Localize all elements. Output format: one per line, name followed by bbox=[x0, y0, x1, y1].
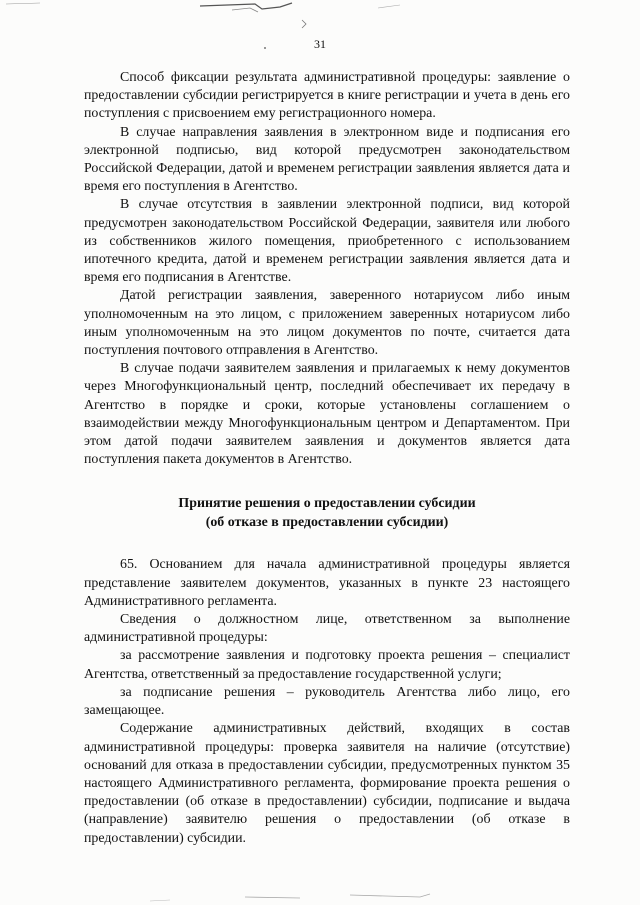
paragraph: за подписание решения – руководитель Агентства либо лицо, его замещающее. bbox=[84, 684, 570, 719]
paragraph: Способ фиксации результата административной процедуры: заявление о предоставлении субсидии регистрируется в книге регистрации и учета в день его поступления с присвоением ему регистрационного номера. bbox=[84, 70, 570, 122]
paragraph: за рассмотрение заявления и подготовку проекта решения – специалист Агентства, ответственный за предоставление государственной услуги; bbox=[84, 648, 570, 682]
document-body bbox=[84, 69, 570, 848]
paragraph: В случае подачи заявителем заявления и прилагаемых к нему документов через Многофункциональный центр, последний обеспечивает их передачу в Агентство в порядке и сроки, которые установлены соглашением о взаимодействии между Многофункциональным центром и Департаментом. При этом датой подачи заявителем заявления и документов является дата поступления пакета документов в Агентство. bbox=[84, 361, 570, 468]
paragraph: В случае направления заявления в электронном виде и подписания его электронной подписью, вид которой предусмотрен законодательством Российской Федерации, датой и временем регистрации заявления является дата и время его поступления в Агентство. bbox=[84, 124, 570, 195]
scan-noise-bottom bbox=[0, 885, 640, 905]
section-heading-line: (об отказе в предоставлении субсидии) bbox=[205, 514, 449, 530]
paragraph: Содержание административных действий, входящих в состав административной процедуры: проверка заявителя на наличие (отсутствие) оснований для отказа в предоставлении субсидии, предусмотренных пунктом 35 настоящего Административного регламента, формирование проекта решения о предоставлении (об отказе в предоставлении) субсидии, подписание и выдача (направление) заявителю решения о предоставлении (об отказе в предоставлении) субсидии. bbox=[84, 721, 570, 846]
paragraph: Датой регистрации заявления, заверенного нотариусом либо иным уполномоченным на это лицом, с приложением заверенных нотариусом либо иным уполномоченным на это лицом документов по почте, считается дата поступления почтового отправления в Агентство. bbox=[84, 288, 570, 359]
section-heading-line: Принятие решения о предоставлении субсидии bbox=[178, 496, 476, 512]
paragraph: В случае отсутствия в заявлении электронной подписи, вид которой предусмотрен законодательством Российской Федерации, заявителя или любого из собственников жилого помещения, приобретенного с использованием ипотечного кредита, датой и временем регистрации заявления является дата и время его подписания в Агентстве. bbox=[84, 197, 570, 286]
paragraph: 65. Основанием для начала административной процедуры является представление заявителем документов, указанных в пункте 23 настоящего Административного регламента. bbox=[84, 557, 570, 609]
paragraph: Сведения о должностном лице, ответственном за выполнение административной процедуры: bbox=[84, 612, 570, 646]
page-number: 31 bbox=[314, 37, 326, 51]
section-heading bbox=[84, 495, 570, 532]
